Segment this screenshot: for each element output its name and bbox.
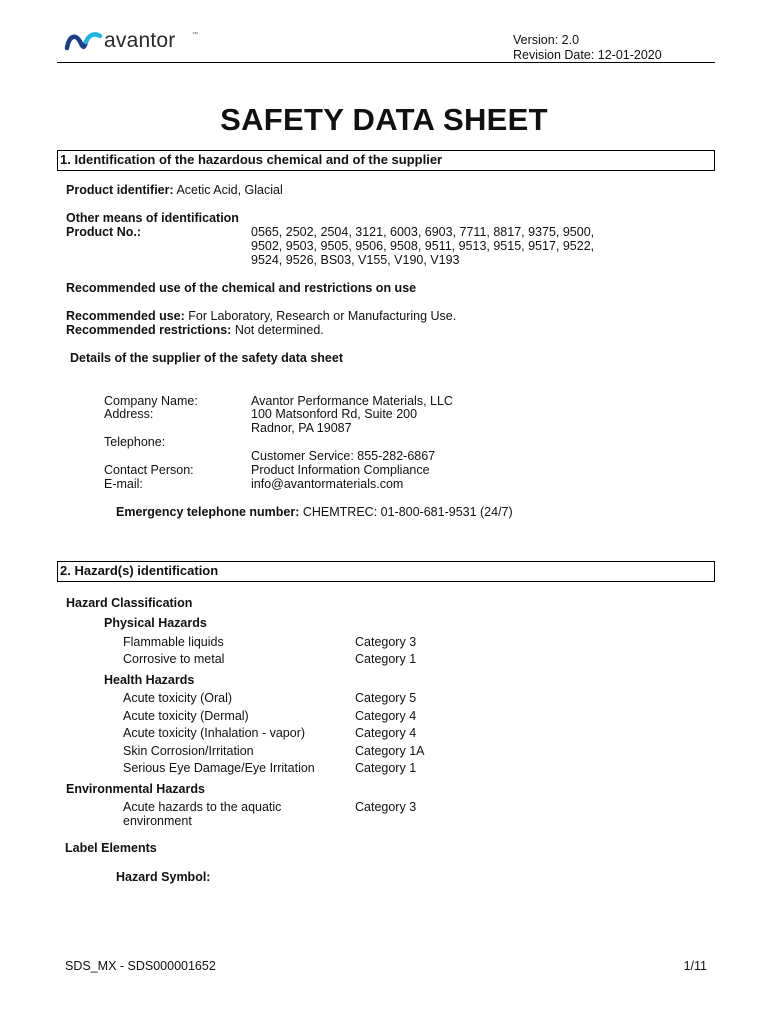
footer-doc-id: SDS_MX - SDS000001652 — [65, 959, 216, 973]
hazard-name: Corrosive to metal — [123, 652, 225, 666]
recommended-restrictions-value: Not determined. — [234, 323, 324, 337]
recommended-heading: Recommended use of the chemical and restrictions on use — [66, 281, 417, 295]
section-2-heading: 2. Hazard(s) identification — [60, 563, 219, 578]
recommended-use-label: Recommended use: — [66, 309, 185, 323]
environmental-hazards-heading: Environmental Hazards — [66, 782, 205, 796]
revision-date: Revision Date: 12-01-2020 — [513, 48, 662, 62]
emergency-value: CHEMTREC: 01-800-681-9531 (24/7) — [302, 505, 513, 519]
recommended-use — [66, 309, 456, 323]
trademark: ™ — [192, 32, 198, 38]
header-divider — [57, 62, 715, 63]
footer-page-number: 1/11 — [683, 959, 707, 973]
product-identifier-label: Product identifier: — [66, 183, 174, 197]
label-elements-heading: Label Elements — [65, 841, 157, 855]
hazard-classification-heading: Hazard Classification — [66, 596, 193, 610]
product-identifier — [66, 183, 283, 197]
email-value: info@avantormaterials.com — [251, 477, 404, 491]
section-1-heading: 1. Identification of the hazardous chemical and of the supplier — [60, 152, 443, 167]
contact-person-label: Contact Person: — [104, 463, 194, 477]
product-no-line-2: 9502, 9503, 9505, 9506, 9508, 9511, 9513, 9515, 9517, 9522, — [251, 239, 595, 253]
hazard-category: Category 5 — [355, 691, 417, 705]
recommended-restrictions-label: Recommended restrictions: — [66, 323, 232, 337]
address-line-2: Radnor, PA 19087 — [251, 421, 352, 435]
company-name-value: Avantor Performance Materials, LLC — [251, 394, 453, 408]
page-title: SAFETY DATA SHEET — [220, 102, 548, 137]
health-hazards-heading: Health Hazards — [104, 673, 195, 687]
email-label: E-mail: — [104, 477, 143, 491]
hazard-name-line-2: environment — [123, 814, 192, 828]
hazard-category: Category 1A — [355, 744, 425, 758]
customer-service: Customer Service: 855-282-6867 — [251, 449, 436, 463]
telephone-label: Telephone: — [104, 435, 166, 449]
address-label: Address: — [104, 407, 154, 421]
hazard-category: Category 1 — [355, 652, 417, 666]
brand-name: avantor — [104, 29, 176, 52]
emergency-telephone — [116, 505, 513, 519]
product-no-line-1: 0565, 2502, 2504, 3121, 6003, 6903, 7711, 8817, 9375, 9500, — [251, 225, 595, 239]
hazard-category: Category 1 — [355, 761, 417, 775]
hazard-name: Flammable liquids — [123, 635, 224, 649]
other-means-label: Other means of identification — [66, 211, 239, 225]
hazard-symbol-label: Hazard Symbol: — [116, 870, 211, 884]
section-2-heading-box — [57, 561, 715, 582]
recommended-use-value: For Laboratory, Research or Manufacturing Use. — [188, 309, 457, 323]
hazard-name: Acute toxicity (Oral) — [123, 691, 233, 705]
hazard-category: Category 4 — [355, 726, 417, 740]
hazard-category: Category 3 — [355, 635, 417, 649]
emergency-label: Emergency telephone number: — [116, 505, 300, 519]
version: Version: 2.0 — [513, 33, 580, 47]
contact-person-value: Product Information Compliance — [251, 463, 430, 477]
section-1-heading-box — [57, 150, 715, 171]
hazard-name: Acute toxicity (Inhalation - vapor) — [123, 726, 306, 740]
hazard-name: Serious Eye Damage/Eye Irritation — [123, 761, 315, 775]
hazard-name-line-1: Acute hazards to the aquatic — [123, 800, 282, 814]
hazard-category: Category 4 — [355, 709, 417, 723]
hazard-name: Acute toxicity (Dermal) — [123, 709, 249, 723]
company-name-label: Company Name: — [104, 394, 198, 408]
recommended-restrictions — [66, 323, 324, 337]
product-identifier-value: Acetic Acid, Glacial — [176, 183, 283, 197]
supplier-heading: Details of the supplier of the safety data sheet — [70, 351, 343, 365]
hazard-category: Category 3 — [355, 800, 417, 814]
product-no-label: Product No.: — [66, 225, 141, 239]
address-line-1: 100 Matsonford Rd, Suite 200 — [251, 407, 418, 421]
avantor-wave-icon — [64, 30, 104, 54]
product-no-line-3: 9524, 9526, BS03, V155, V190, V193 — [251, 253, 460, 267]
physical-hazards-heading: Physical Hazards — [104, 616, 207, 630]
hazard-name: Skin Corrosion/Irritation — [123, 744, 254, 758]
